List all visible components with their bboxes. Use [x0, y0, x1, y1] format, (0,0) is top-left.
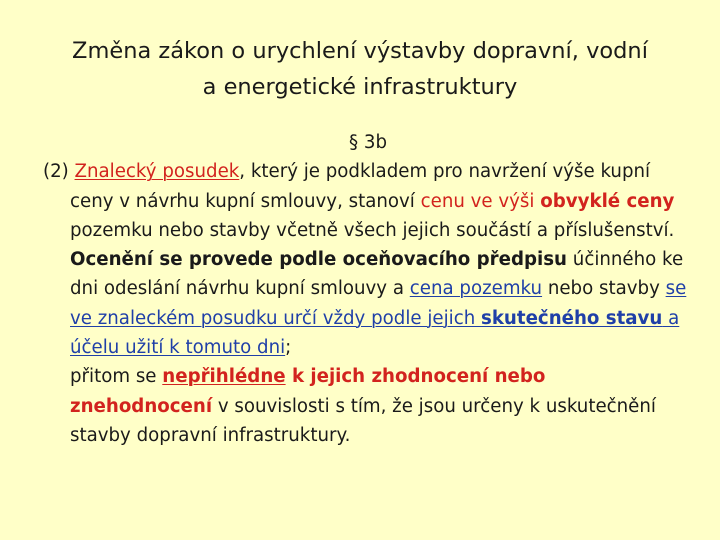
paragraph-3	[43, 362, 693, 450]
p1-text-4: cenu ve výši	[420, 190, 541, 212]
p1-text-3: , který je podkladem pro navržení výše kupní ceny v návrhu kupní smlouvy, stanoví	[70, 161, 651, 212]
p2-text-1: Ocenění se provede podle oceňovacího předpisu	[70, 249, 568, 271]
p2-text-8: ;	[285, 337, 292, 359]
p2-text-7: a účelu užití k tomuto dni	[70, 307, 680, 359]
p2-text-5: se ve znaleckém posudku určí vždy podle jejich	[70, 278, 687, 329]
p3-text-3: k jejich zhodnocení nebo znehodnocení	[70, 366, 546, 417]
slide-title-line-1: Změna zákon o urychlení výstavby dopravní, vodní	[72, 38, 648, 64]
p3-text-4: v souvislosti s tím, že jsou určeny k uskutečnění stavby dopravní infrastruktury.	[70, 395, 656, 446]
p2-text-4: nebo stavby	[542, 278, 666, 300]
slide-title-line-2: a energetické infrastruktury	[202, 74, 518, 100]
paragraph-2	[43, 245, 693, 362]
p1-text-2: Znalecký posudek	[74, 161, 240, 183]
p3-text-2: nepřihlédne	[162, 366, 286, 388]
p3-text-1: přitom se	[70, 366, 163, 388]
slide-title	[20, 33, 700, 105]
p2-text-2: účinného ke dni odeslání návrhu kupní smlouvy a	[70, 249, 684, 300]
p2-text-6: skutečného stavu	[481, 307, 663, 329]
section-heading: § 3b	[349, 132, 387, 153]
p2-text-3: cena pozemku	[409, 278, 543, 300]
paragraph-1	[43, 157, 693, 245]
p1-text-1: (2)	[43, 161, 75, 183]
p1-text-5: obvyklé ceny	[540, 190, 675, 212]
slide-body	[43, 128, 693, 450]
p1-text-6: pozemku nebo stavby včetně všech jejich součástí a příslušenství.	[70, 219, 675, 241]
